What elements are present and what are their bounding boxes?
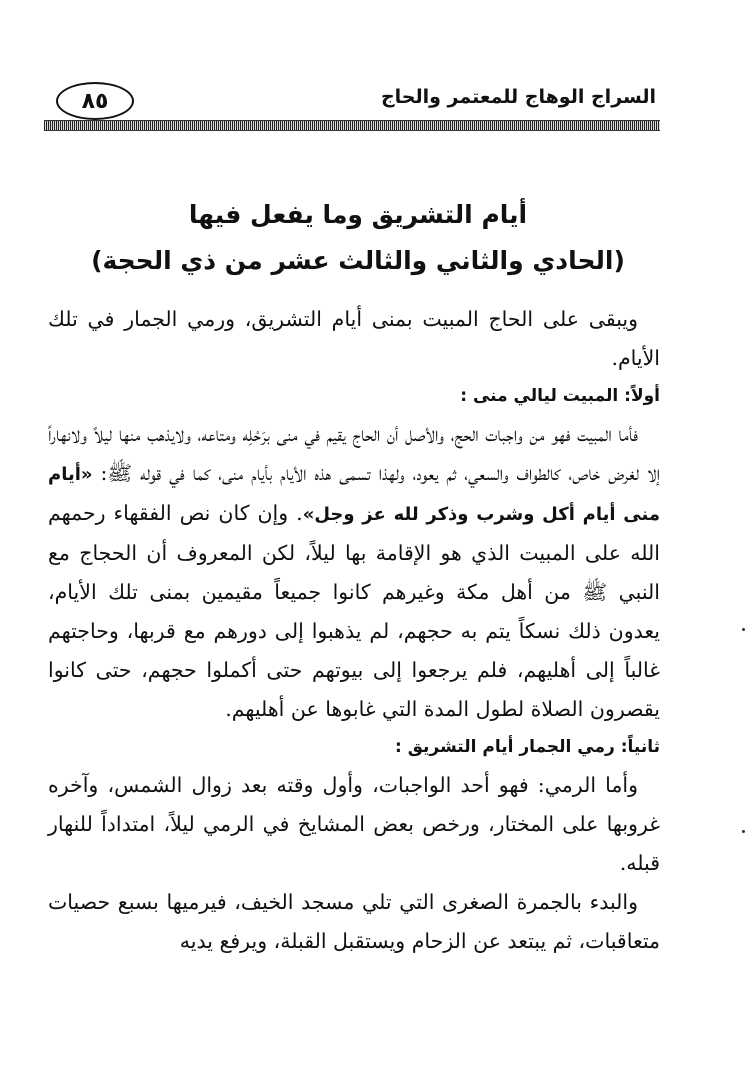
page-header [44, 80, 660, 122]
stoning-order-paragraph: والبدء بالجمرة الصغرى التي تلي مسجد الخيف، فيرميها بسبع حصيات متعاقبات، ثم يبتعد عن الزحام ويستقبل القبلة، ويرفع يديه [48, 890, 660, 953]
body-text [48, 300, 660, 961]
section-heading-overnight-stay: أولاً: المبيت ليالي منى : [460, 386, 660, 406]
chapter-subtitle: (الحادي والثاني والثالث عشر من ذي الحجة) [91, 246, 625, 275]
header-divider [44, 120, 660, 131]
running-title: السراج الوهاج للمعتمر والحاج [380, 86, 656, 108]
stoning-time-paragraph: وأما الرمي: فهو أحد الواجبات، وأول وقته بعد زوال الشمس، وآخره غروبها على المختار، ورخص بعض المشايخ في الرمي ليلاً، امتداداً للنهار قبله. [48, 773, 660, 875]
scan-speck [742, 830, 745, 833]
paragraph-text-continued: . وإن كان نص الفقهاء رحمهم الله على المبيت الذي هو الإقامة بها ليلاً، لكن المعروف أن الحجاج مع النبي ﷺ من أهل مكة وغيرهم كانوا جميعاً مقيمين بمنى تلك الأيام، يعدون ذلك نسكاً يتم به حجهم، لم يذهبوا إلى دورهم مع قربها، وحاجتهم غالباً إلى أهليهم، فلم يرجعوا إلى بيوتهم حتى أكملوا حجهم، حتى كانوا يقصرون الصلاة لطول المدة التي غابوها عن أهليهم. [48, 501, 660, 721]
intro-paragraph: ويبقى على الحاج المبيت بمنى أيام التشريق، ورمي الجمار في تلك الأيام. [48, 307, 660, 370]
paragraph-text: فأما المبيت فهو من واجبات الحج، والأصل أن الحاج يقيم في منى برَحْلِه ومتاعه، ولايذهب منها ليلاً ولانهاراً إلا لغرض خاص، كالطواف والسعي، ثم يعود، ولهذا تسمى هذه الأيام بأيام منى، كما في قوله ﷺ: [48, 422, 660, 485]
section-heading-stoning: ثانياً: رمي الجمار أيام التشريق : [395, 737, 660, 757]
hadith-quote: «أيام منى أيام أكل وشرب وذكر لله عز وجل» [48, 464, 660, 525]
overnight-stay-paragraph [48, 415, 660, 729]
chapter-title: أيام التشريق وما يفعل فيها [188, 200, 528, 229]
page-number: ٨٥ [56, 82, 134, 120]
scan-speck [742, 628, 745, 631]
